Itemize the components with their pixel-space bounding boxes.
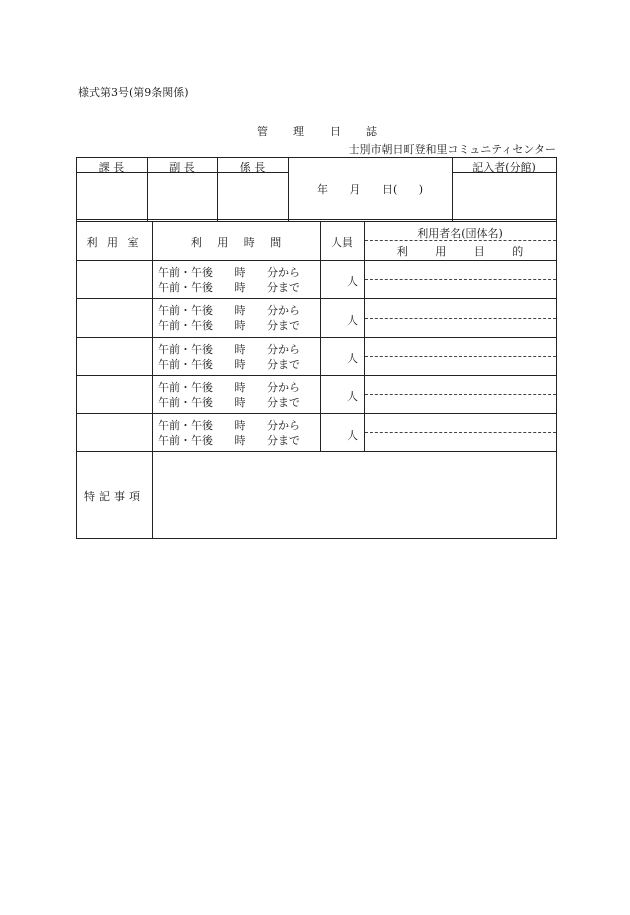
kacho-label: 課 長 (98, 161, 125, 174)
notes-label: 特記事項 (84, 490, 144, 503)
kakari-cho-label: 係 長 (239, 161, 266, 174)
title-char: 誌 (366, 125, 377, 138)
title-char: 理 (293, 125, 304, 138)
time-from: 午前・午後 時 分から (158, 266, 300, 279)
date-field: 年 月 日( ) (316, 183, 424, 196)
fuku-cho-label: 副 長 (169, 161, 195, 174)
title-char: 管 (257, 125, 268, 138)
people-header: 人員 (331, 236, 353, 249)
facility-name: 士別市朝日町登和里コミュニティセンター (348, 143, 556, 156)
user-name-header: 利用者名(団体名) (417, 227, 503, 240)
time-to: 午前・午後 時 分まで (158, 319, 300, 332)
recorder-label: 記入者(分館) (472, 161, 536, 174)
time-from: 午前・午後 時 分から (158, 381, 300, 394)
people-unit: 人 (347, 352, 358, 365)
form-number: 様式第3号(第9条関係) (78, 86, 189, 99)
time-to: 午前・午後 時 分まで (158, 358, 300, 371)
people-unit: 人 (347, 429, 358, 442)
time-to: 午前・午後 時 分まで (158, 434, 300, 447)
people-unit: 人 (347, 390, 358, 403)
people-unit: 人 (347, 314, 358, 327)
time-from: 午前・午後 時 分から (158, 343, 300, 356)
title-char: 日 (330, 125, 341, 138)
room-header: 利 用 室 (86, 236, 142, 249)
time-from: 午前・午後 時 分から (158, 419, 300, 432)
purpose-header: 利 用 目 的 (396, 245, 524, 258)
time-from: 午前・午後 時 分から (158, 304, 300, 317)
time-to: 午前・午後 時 分まで (158, 281, 300, 294)
time-to: 午前・午後 時 分まで (158, 396, 300, 409)
time-header: 利 用 時 間 (190, 236, 282, 249)
people-unit: 人 (347, 275, 358, 288)
